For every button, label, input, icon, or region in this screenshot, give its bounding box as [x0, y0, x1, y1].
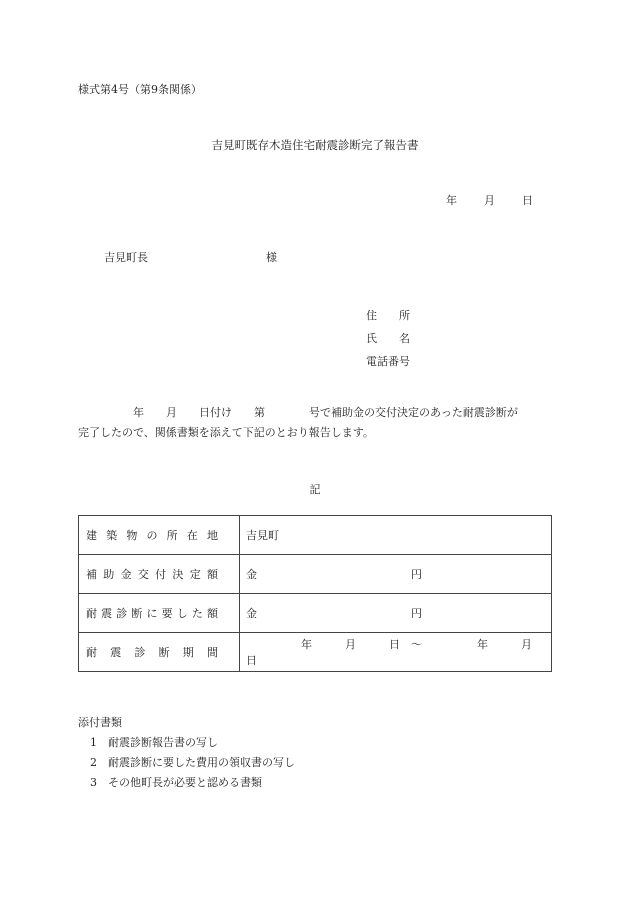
attachments	[78, 713, 295, 793]
phone-label: 電話番号	[366, 355, 410, 368]
attachment-item	[78, 733, 295, 753]
row-value: 金 円	[240, 555, 552, 594]
row-label: 補 助 金 交 付 決 定 額	[79, 555, 240, 594]
addressee: 吉見町長	[104, 251, 148, 264]
attachment-number: 2	[90, 756, 97, 769]
honorific: 様	[266, 251, 277, 264]
report-body	[78, 403, 518, 443]
row-label: 建 築 物 の 所 在 地	[79, 516, 240, 555]
attachment-number: 3	[90, 776, 97, 789]
date-month: 月	[484, 194, 495, 207]
form-number: 様式第4号（第9条関係）	[78, 83, 202, 96]
attachment-text: 耐震診断報告書の写し	[108, 736, 218, 749]
name-label: 氏 名	[366, 332, 410, 345]
date-year: 年	[446, 194, 457, 207]
body-line-2: 完了したので、関係書類を添えて下記のとおり報告します。	[78, 426, 374, 439]
row-value: 年 月 日 ～ 年 月 日	[240, 633, 552, 672]
ki-heading: 記	[309, 483, 321, 496]
row-value: 金 円	[240, 594, 552, 633]
table-row	[79, 555, 552, 594]
attachment-item	[78, 753, 295, 773]
row-label: 耐 震 診 断 に 要 し た 額	[79, 594, 240, 633]
address-label: 住 所	[366, 309, 410, 322]
body-line-1: 年 月 日付け 第 号で補助金の交付決定のあった耐震診断が	[78, 406, 518, 419]
table-row	[79, 594, 552, 633]
attachment-text: 耐震診断に要した費用の領収書の写し	[108, 756, 295, 769]
row-value: 吉見町	[240, 516, 552, 555]
date-day: 日	[522, 194, 533, 207]
applicant-block	[366, 304, 410, 373]
attachment-item	[78, 773, 295, 793]
document-title: 吉見町既存木造住宅耐震診断完了報告書	[211, 138, 419, 152]
attachment-number: 1	[90, 736, 97, 749]
detail-table	[78, 515, 565, 672]
table-row	[79, 633, 552, 672]
attachments-heading: 添付書類	[78, 716, 122, 729]
attachment-text: その他町長が必要と認める書類	[108, 776, 262, 789]
table-row	[79, 516, 552, 555]
date-line	[446, 192, 533, 208]
row-label: 耐 震 診 断 期 間	[79, 633, 240, 672]
